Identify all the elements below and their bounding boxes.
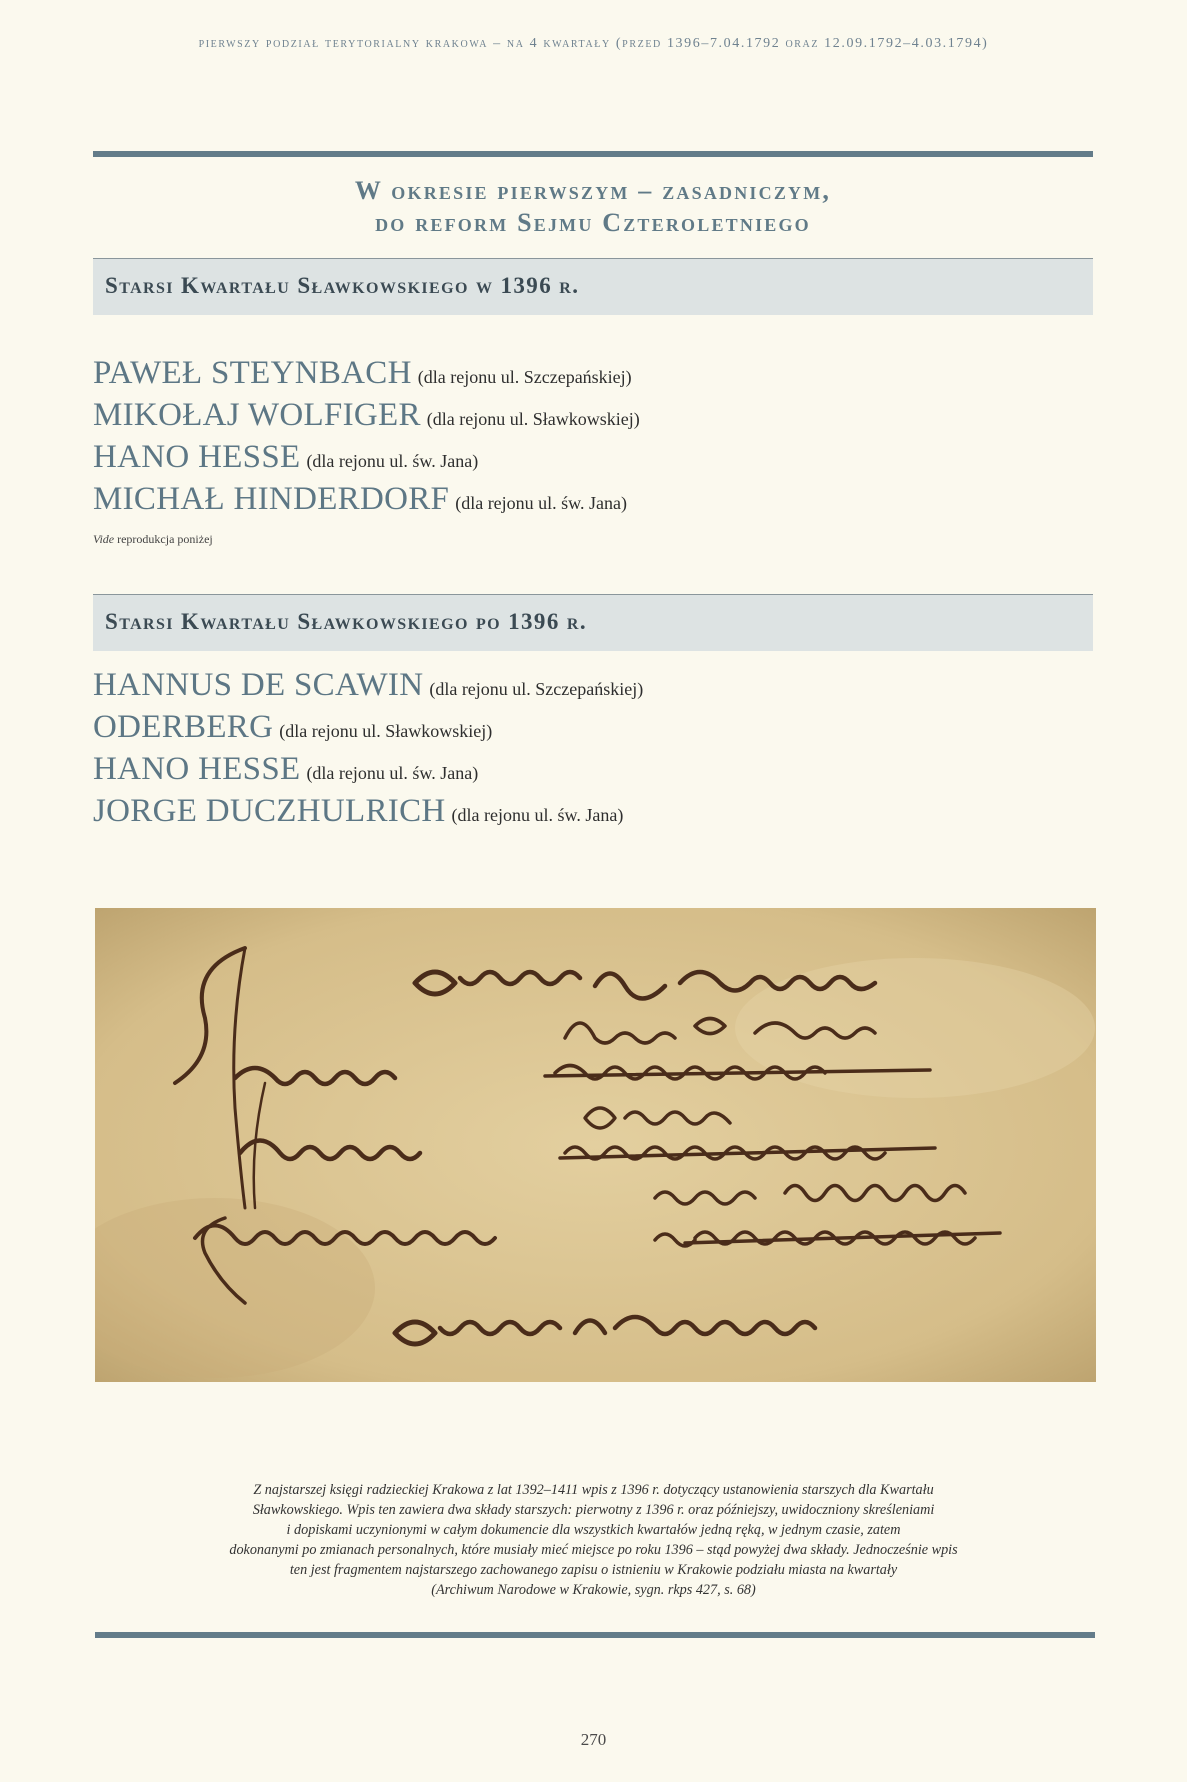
group2-row <box>93 664 1093 706</box>
vide-note <box>93 532 213 547</box>
group1-heading-band <box>93 258 1093 315</box>
section-title-line1: W okresie pierwszym – zasadniczym, <box>354 176 832 205</box>
vide-italic: Vide <box>93 532 115 546</box>
elder-name: MIKOŁAJ WOLFIGER <box>93 397 421 433</box>
page-number: 270 <box>580 1730 607 1749</box>
figure-caption <box>160 1480 1027 1600</box>
group1-heading: Starsi Kwartału Sławkowskiego w 1396 r. <box>105 273 580 298</box>
manuscript-image <box>95 908 1096 1382</box>
running-head: pierwszy podział terytorialny krakowa – na 4 kwartały (przed 1396–7.04.1792 oraz 12.09.1792–4.03.1794) <box>198 36 989 51</box>
elder-name: PAWEŁ STEYNBACH <box>93 355 412 391</box>
elder-district: (dla rejonu ul. św. Jana) <box>306 451 479 471</box>
manuscript-reproduction <box>95 908 1096 1382</box>
group1-row <box>93 352 1093 394</box>
elder-district: (dla rejonu ul. Sławkowskiej) <box>279 721 493 741</box>
elder-name: HANNUS DE SCAWIN <box>93 667 424 703</box>
group1-row <box>93 478 1093 520</box>
section-title-line2: do reform Sejmu Czteroletniego <box>375 208 811 237</box>
elder-district: (dla rejonu ul. św. Jana) <box>451 805 624 825</box>
elder-district: (dla rejonu ul. Sławkowskiej) <box>426 409 640 429</box>
group2-row <box>93 790 1093 832</box>
bottom-rule <box>95 1632 1095 1638</box>
group2-heading-band <box>93 594 1093 651</box>
elder-name: HANO HESSE <box>93 439 301 475</box>
elder-name: HANO HESSE <box>93 751 301 787</box>
elder-name: MICHAŁ HINDERDORF <box>93 481 450 517</box>
group2-row <box>93 706 1093 748</box>
group2-row <box>93 748 1093 790</box>
elder-district: (dla rejonu ul. Szczepańskiej) <box>429 679 644 699</box>
elder-name: JORGE DUCZHULRICH <box>93 793 446 829</box>
caption-source: (Archiwum Narodowe w Krakowie, sygn. rkps 427, s. 68) <box>431 1582 756 1598</box>
section-title <box>93 175 1093 239</box>
caption-line: Z najstarszej księgi radzieckiej Krakowa z lat 1392–1411 wpis z 1396 r. dotyczący ustanowienia starszych dla Kwartału <box>253 1482 934 1498</box>
vide-rest: reprodukcja poniżej <box>114 532 213 546</box>
elder-district: (dla rejonu ul. Szczepańskiej) <box>417 367 632 387</box>
caption-line: dokonanymi po zmianach personalnych, które musiały mieć miejsce po roku 1396 – stąd powyżej dwa składy. Jednocześnie wpis <box>229 1542 958 1558</box>
group2-name-list <box>93 664 1093 832</box>
elder-district: (dla rejonu ul. św. Jana) <box>306 763 479 783</box>
group1-row <box>93 394 1093 436</box>
elder-district: (dla rejonu ul. św. Jana) <box>455 493 627 513</box>
caption-line: ten jest fragmentem najstarszego zachowanego zapisu o istnieniu w Krakowie podziału miasta na kwartały <box>289 1562 898 1578</box>
group2-heading: Starsi Kwartału Sławkowskiego po 1396 r. <box>105 609 587 634</box>
caption-line: Sławkowskiego. Wpis ten zawiera dwa składy starszych: pierwotny z 1396 r. oraz późniejszy, uwidoczniony skreśleniami <box>252 1502 935 1518</box>
group1-row <box>93 436 1093 478</box>
group1-name-list <box>93 352 1093 520</box>
elder-name: ODERBERG <box>93 709 274 745</box>
top-rule <box>93 151 1093 157</box>
caption-line: i dopiskami uczynionymi w całym dokumencie dla wszystkich kwartałów jedną ręką, w jednym czasie, zatem <box>286 1522 901 1538</box>
